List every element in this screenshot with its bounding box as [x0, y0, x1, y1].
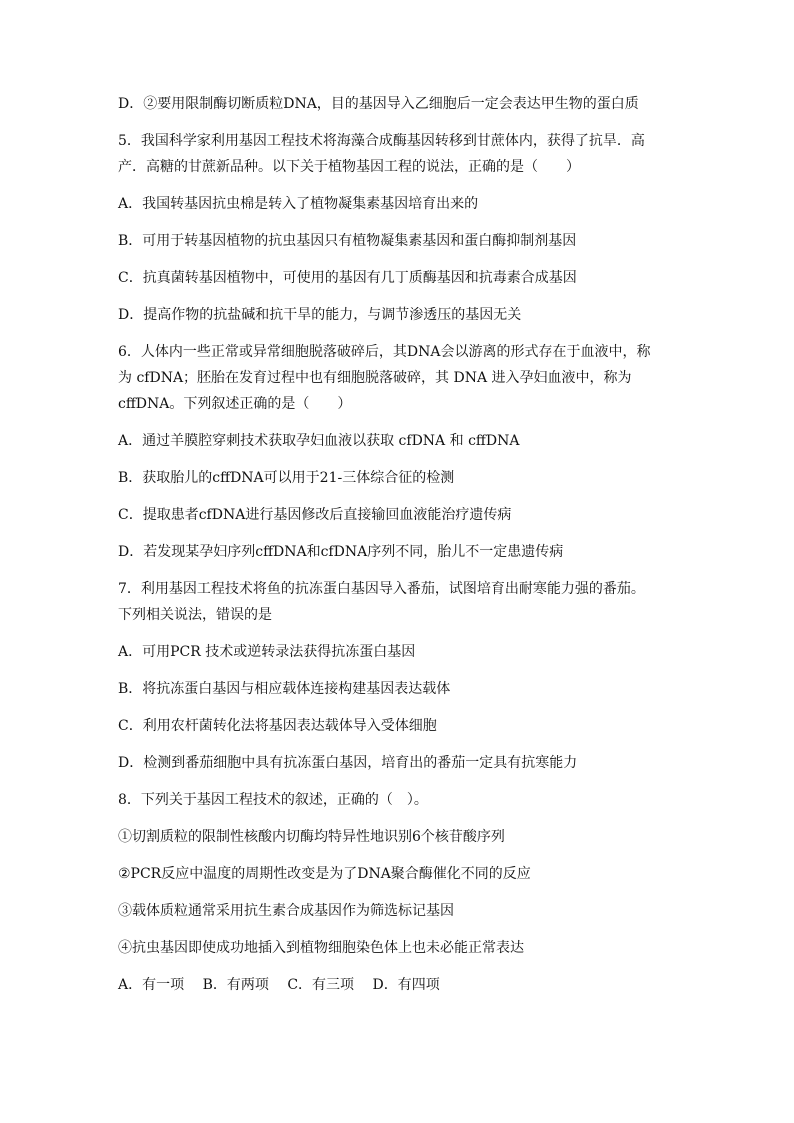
question-8-option-row — [118, 974, 678, 996]
question-5-option-b-block — [118, 230, 678, 252]
question-7-option-c: C．利用农杆菌转化法将基因表达载体导入受体细胞 — [118, 718, 437, 734]
question-6-stem — [118, 341, 678, 415]
question-5-option-a-block — [118, 193, 678, 215]
question-8-stem: 8．下列关于基因工程技术的叙述，正确的（ ）。 — [118, 792, 428, 808]
question-7-stem-line-1: 7．利用基因工程技术将鱼的抗冻蛋白基因导入番茄，试图培育出耐寒能力强的番茄。 — [118, 581, 645, 597]
question-5-option-a: A．我国转基因抗虫棉是转入了植物凝集素基因培育出来的 — [118, 196, 479, 212]
question-5-option-d: D．提高作物的抗盐碱和抗干旱的能力，与调节渗透压的基因无关 — [118, 307, 522, 323]
question-8-item-4: ④抗虫基因即使成功地插入到植物细胞染色体上也未必能正常表达 — [118, 940, 524, 956]
question-7-option-c-block — [118, 715, 678, 737]
document-page — [118, 93, 678, 1011]
question-6-stem-line-2: 为 cfDNA；胚胎在发育过程中也有细胞脱落破碎，其 DNA 进入孕妇血液中，称为 — [118, 370, 632, 386]
question-8-item-1-block — [118, 826, 678, 848]
question-5-stem — [118, 130, 678, 178]
question-8-item-4-block — [118, 937, 678, 959]
question-8-item-1: ①切割质粒的限制性核酸内切酶均特异性地识别6个核苷酸序列 — [118, 829, 505, 845]
question-8-option-a: A．有一项 — [118, 977, 185, 993]
question-8-option-c: C．有三项 — [287, 977, 355, 993]
question-6-option-d: D．若发现某孕妇序列cffDNA和cfDNA序列不同，胎儿不一定患遗传病 — [118, 544, 564, 560]
question-7-option-d: D．检测到番茄细胞中具有抗冻蛋白基因，培育出的番茄一定具有抗寒能力 — [118, 755, 578, 771]
question-5-option-c-block — [118, 267, 678, 289]
question-5-stem-line-2: 产．高糖的甘蔗新品种。以下关于植物基因工程的说法，正确的是（ ） — [118, 159, 580, 175]
question-8-options — [118, 974, 678, 996]
question-6-option-b-block — [118, 467, 678, 489]
question-7-stem-line-2: 下列相关说法，错误的是 — [118, 607, 272, 623]
question-7-option-d-block — [118, 752, 678, 774]
question-6-stem-line-3: cffDNA。下列叙述正确的是（ ） — [118, 396, 352, 412]
question-6-option-a: A．通过羊膜腔穿刺技术获取孕妇血液以获取 cfDNA 和 cffDNA — [118, 433, 520, 449]
question-7-option-b-block — [118, 678, 678, 700]
question-6-stem-line-1: 6．人体内一些正常或异常细胞脱落破碎后，其DNA会以游离的形式存在于血液中，称 — [118, 344, 651, 360]
question-5-stem-line-1: 5．我国科学家利用基因工程技术将海藻合成酶基因转移到甘蔗体内，获得了抗旱．高 — [118, 133, 645, 149]
question-7-option-a: A．可用PCR 技术或逆转录法获得抗冻蛋白基因 — [118, 644, 416, 660]
question-6-option-d-block — [118, 541, 678, 563]
question-6-option-a-block — [118, 430, 678, 452]
question-7-option-a-block — [118, 641, 678, 663]
question-6-option-c: C．提取患者cfDNA进行基因修改后直接输回血液能治疗遗传病 — [118, 507, 512, 523]
question-8-option-d: D．有四项 — [372, 977, 440, 993]
question-8-option-b: B．有两项 — [202, 977, 269, 993]
question-7-stem — [118, 578, 678, 626]
question-8-item-2: ②PCR反应中温度的周期性改变是为了DNA聚合酶催化不同的反应 — [118, 866, 531, 882]
question-8-stem-block — [118, 789, 678, 811]
question-8-item-3-block — [118, 900, 678, 922]
question-7-option-b: B．将抗冻蛋白基因与相应载体连接构建基因表达载体 — [118, 681, 451, 697]
question-5-option-d-block — [118, 304, 678, 326]
question-4-option-d: D．②要用限制酶切断质粒DNA，目的基因导入乙细胞后一定会表达甲生物的蛋白质 — [118, 96, 639, 112]
question-6-option-b: B．获取胎儿的cffDNA可以用于21-三体综合征的检测 — [118, 470, 455, 486]
question-5-option-c: C．抗真菌转基因植物中，可使用的基因有几丁质酶基因和抗毒素合成基因 — [118, 270, 577, 286]
question-8-item-2-block — [118, 863, 678, 885]
question-4-option-d-block — [118, 93, 678, 115]
question-5-option-b: B．可用于转基因植物的抗虫基因只有植物凝集素基因和蛋白酶抑制剂基因 — [118, 233, 577, 249]
question-6-option-c-block — [118, 504, 678, 526]
question-8-item-3: ③载体质粒通常采用抗生素合成基因作为筛选标记基因 — [118, 903, 454, 919]
